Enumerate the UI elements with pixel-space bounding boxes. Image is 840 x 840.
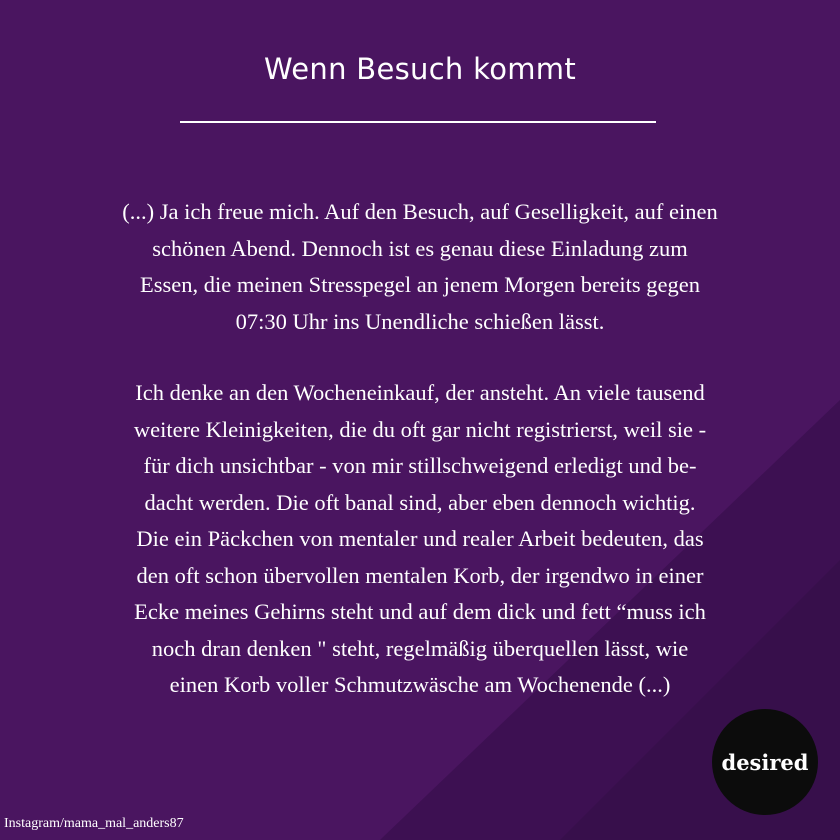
quote-paragraph-2: Ich denke an den Wocheneinkauf, der ansteht. An viele tausend weitere Kleinigkeiten, die du oft gar nicht registrierst, weil sie - für dich unsichtbar - von mir stillschweigend erledigt und be- dacht werden. Die oft banal sind, aber eben dennoch wichtig. Die ein Päckchen von mentaler und realer Arbeit bedeuten, das den oft schon übervollen mentalen Korb, der irgendwo in einer Ecke meines Gehirns steht und auf dem dick und fett “muss ich noch dran denken " steht, regelmäßig überquellen lässt, wie einen Korb voller Schmutzwäsche am Wochenende (...) — [133, 380, 707, 697]
quote-paragraph-1: (...) Ja ich freue mich. Auf den Besuch, auf Geselligkeit, auf einen schönen Abend. Dennoch ist es genau diese Einladung zum Essen, die meinen Stresspegel an jenem Morgen bereits gegen 07:30 Uhr ins Unendliche schießen lässt. — [122, 199, 718, 334]
title-divider — [180, 121, 656, 123]
instagram-credit: Instagram/mama_mal_anders87 — [4, 816, 184, 831]
logo-text: desired — [721, 749, 809, 775]
page-title: Wenn Besuch kommt — [263, 52, 577, 86]
desired-logo — [712, 709, 818, 815]
